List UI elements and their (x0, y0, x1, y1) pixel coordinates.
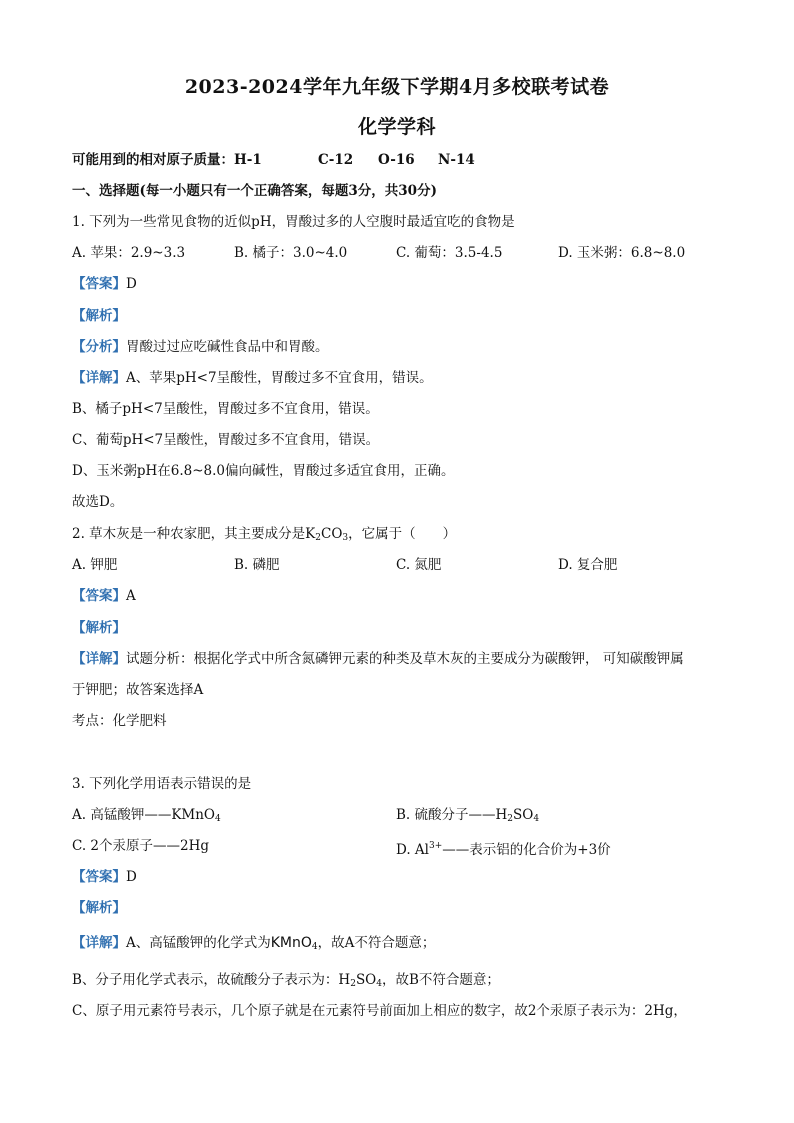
q2-stem (72, 525, 456, 547)
atomic-mass-line (72, 151, 262, 169)
subject-title: 化学学科 (357, 116, 436, 138)
q1-option-c: C. 葡萄：3.5-4.5 (396, 245, 503, 261)
q2-option-a: A. 钾肥 (72, 557, 118, 573)
q2-option-d: D. 复合肥 (558, 557, 618, 573)
q2-stem-sub2: 3 (342, 533, 349, 543)
q1-fenxi-text: 胃酸过过应吃碱性食品中和胃酸。 (126, 339, 329, 355)
mass-c: C-12 (318, 152, 354, 168)
q3-detail-b-sub1: 2 (350, 979, 356, 989)
q3-stem: 3. 下列化学用语表示错误的是 (72, 776, 252, 792)
q1-fenxi (72, 338, 329, 356)
fenxi-tag: 【分析】 (72, 339, 126, 355)
q1-answer (72, 275, 137, 293)
q2-option-b: B. 磷肥 (234, 557, 280, 573)
q3-option-c: C. 2个汞原子——2Hg (72, 838, 210, 854)
q3-answer-value: D (126, 869, 137, 885)
q1-detail-b: B、橘子pH<7呈酸性，胃酸过多不宜食用，错误。 (72, 401, 379, 417)
q3-detail-a-formula: KMnO (270, 935, 312, 951)
q3-answer (72, 868, 137, 886)
q2-kaodian: 考点：化学肥料 (72, 713, 167, 729)
q3-opt-d-sup: 3+ (429, 841, 443, 851)
detail-tag: 【详解】 (72, 370, 126, 386)
q3-detail-b-sub2: 4 (376, 979, 382, 989)
q3-detail-a-pre: A、高锰酸钾的化学式为 (126, 935, 271, 951)
q2-detail-1-text: 试题分析：根据化学式中所含氮磷钾元素的种类及草木灰的主要成分为碳酸钾， 可知碳酸钾属 (126, 651, 684, 667)
answer-tag: 【答案】 (72, 276, 126, 292)
mass-n: N-14 (438, 152, 475, 168)
atomic-mass-label: 可能用到的相对原子质量： (72, 152, 234, 168)
q3-detail-a-sub: 4 (311, 942, 318, 952)
q1-option-b: B. 橘子：3.0~4.0 (234, 245, 348, 261)
q1-stem: 1. 下列为一些常见食物的近似pH，胃酸过多的人空腹时最适宜吃的食物是 (72, 214, 515, 230)
q2-option-c: C. 氮肥 (396, 557, 442, 573)
q1-detail-a-text: A、苹果pH<7呈酸性，胃酸过多不宜食用，错误。 (126, 370, 433, 386)
q2-answer-value: A (126, 588, 136, 604)
q1-conclusion: 故选D。 (72, 494, 124, 510)
q3-detail-b-pre: B、分子用化学式表示，故硫酸分子表示为：H (72, 972, 351, 988)
q2-stem-pre: 2. 草木灰是一种农家肥，其主要成分是K (72, 526, 316, 542)
q3-opt-d-pre: D. Al (396, 842, 429, 858)
q1-analysis (72, 307, 126, 325)
mass-o: O-16 (378, 152, 415, 168)
q2-stem-mid: CO (321, 526, 343, 542)
q2-answer (72, 587, 136, 605)
q1-detail-d: D、玉米粥pH在6.8~8.0偏向碱性，胃酸过多适宜食用，正确。 (72, 463, 455, 479)
answer-tag: 【答案】 (72, 869, 126, 885)
q3-detail-a (72, 934, 435, 956)
q3-opt-b-sub2: 4 (533, 814, 540, 824)
q2-analysis (72, 619, 126, 637)
q2-detail-1 (72, 650, 684, 668)
q3-opt-a-pre: A. 高锰酸钾——KMnO (72, 807, 216, 823)
q3-opt-b-pre: B. 硫酸分子——H (396, 807, 508, 823)
q3-detail-b-mid: SO (355, 972, 377, 988)
q1-detail-c: C、葡萄pH<7呈酸性，胃酸过多不宜食用，错误。 (72, 432, 380, 448)
analysis-tag: 【解析】 (72, 900, 126, 916)
q3-opt-b-sub1: 2 (507, 814, 514, 824)
q1-option-d: D. 玉米粥：6.8~8.0 (558, 245, 686, 261)
detail-tag: 【详解】 (72, 935, 126, 951)
q3-detail-a-post: ，故A不符合题意； (317, 935, 436, 951)
q3-detail-c: C、原子用元素符号表示，几个原子就是在元素符号前面加上相应的数字，故2个汞原子表示为：2Hg， (72, 1003, 687, 1019)
q3-opt-d-post: ——表示铝的化合价为+3价 (442, 842, 611, 858)
q1-option-a: A. 苹果：2.9~3.3 (72, 245, 186, 261)
detail-tag: 【详解】 (72, 651, 126, 667)
q3-opt-b-mid: SO (513, 807, 534, 823)
q3-analysis (72, 899, 126, 917)
q3-detail-b-post: ，故B不符合题意； (382, 972, 500, 988)
q3-detail-b (72, 971, 500, 993)
q2-detail-2: 于钾肥；故答案选择A (72, 682, 204, 698)
analysis-tag: 【解析】 (72, 308, 126, 324)
q1-detail-a (72, 369, 433, 387)
answer-tag: 【答案】 (72, 588, 126, 604)
section-heading: 一、选择题(每一小题只有一个正确答案，每题3分，共30分) (72, 183, 437, 199)
q2-stem-sub1: 2 (315, 533, 321, 543)
exam-title: 2023-2024学年九年级下学期4月多校联考试卷 (184, 76, 610, 98)
mass-h: H-1 (234, 152, 262, 168)
q3-opt-a-sub: 4 (215, 814, 221, 824)
q3-option-a (72, 806, 221, 828)
q2-stem-post: ，它属于（ ） (348, 526, 457, 542)
q3-option-d (396, 837, 611, 859)
q3-option-b (396, 806, 539, 828)
analysis-tag: 【解析】 (72, 620, 126, 636)
q1-answer-value: D (126, 276, 137, 292)
